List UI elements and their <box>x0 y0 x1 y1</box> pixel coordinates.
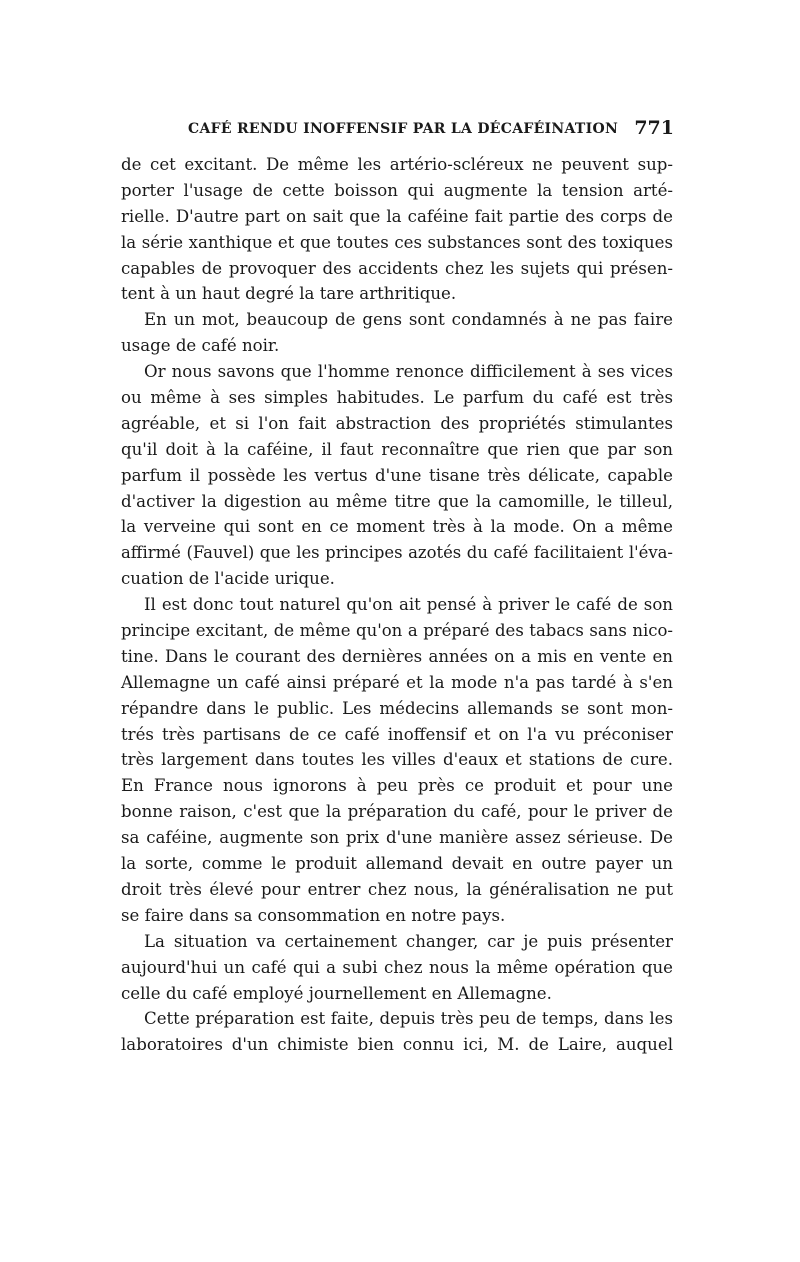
text-line: d'activer la digestion au même titre que la camomille, le tilleul, <box>121 491 673 511</box>
text-line: trés très partisans de ce café inoffensif et on l'a vu préconiser <box>121 724 673 744</box>
text-line: se faire dans sa consommation en notre pays. <box>121 905 506 925</box>
text-line: Il est donc tout naturel qu'on ait pensé à priver le café de son <box>144 595 673 615</box>
running-title: CAFÉ RENDU INOFFENSIF PAR LA DÉCAFÉINATION <box>188 121 619 137</box>
text-line: Allemagne un café ainsi préparé et la mode n'a pas tardé à s'en <box>121 672 673 692</box>
text-line: rielle. D'autre part on sait que la caféine fait partie des corps de <box>121 206 673 226</box>
text-line: tent à un haut degré la tare arthritique. <box>121 284 457 304</box>
running-head <box>188 117 674 143</box>
text-line: agréable, et si l'on fait abstraction des propriétés stimulantes <box>121 413 673 433</box>
text-line: porter l'usage de cette boisson qui augmente la tension arté- <box>121 180 673 200</box>
text-line: laboratoires d'un chimiste bien connu ici, M. de Laire, auquel <box>121 1035 673 1055</box>
text-line: la verveine qui sont en ce moment très à la mode. On a même <box>121 517 673 537</box>
page-number: 771 <box>634 117 674 139</box>
text-line: droit très élevé pour entrer chez nous, la généralisation ne put <box>121 879 673 899</box>
text-line: la série xanthique et que toutes ces substances sont des toxiques <box>121 232 673 252</box>
text-line: la sorte, comme le produit allemand devait en outre payer un <box>121 854 673 874</box>
text-line: de cet excitant. De même les artério-scléreux ne peuvent sup- <box>121 155 673 174</box>
text-line: En un mot, beaucoup de gens sont condamnés à ne pas faire <box>144 310 673 330</box>
text-line: capables de provoquer des accidents chez les sujets qui présen- <box>121 258 673 278</box>
text-line: aujourd'hui un café qui a subi chez nous la même opération que <box>121 957 673 977</box>
text-line: En France nous ignorons à peu près ce produit et pour une <box>121 776 673 796</box>
text-line: principe excitant, de même qu'on a préparé des tabacs sans nico- <box>121 621 673 641</box>
text-line: celle du café employé journellement en Allemagne. <box>121 983 552 1003</box>
text-line: usage de café noir. <box>121 336 280 356</box>
text-line: très largement dans toutes les villes d'eaux et stations de cure. <box>121 750 673 770</box>
text-line: affirmé (Fauvel) que les principes azotés du café facilitaient l'éva- <box>121 543 673 563</box>
text-line: sa caféine, augmente son prix d'une manière assez sérieuse. De <box>121 828 673 848</box>
text-line: Or nous savons que l'homme renonce difficilement à ses vices <box>144 362 673 382</box>
text-line: ou même à ses simples habitudes. Le parfum du café est très <box>121 388 673 408</box>
text-line: répandre dans le public. Les médecins allemands se sont mon- <box>121 698 673 718</box>
text-line: cuation de l'acide urique. <box>121 569 335 589</box>
text-line: qu'il doit à la caféine, il faut reconnaître que rien que par son <box>121 439 673 459</box>
text-line: bonne raison, c'est que la préparation du café, pour le priver de <box>121 802 673 822</box>
text-line: parfum il possède les vertus d'une tisane très délicate, capable <box>121 465 673 485</box>
text-line: La situation va certainement changer, car je puis présenter <box>144 931 673 951</box>
text-line: tine. Dans le courant des dernières années on a mis en vente en <box>121 646 673 666</box>
body-text <box>121 152 673 1058</box>
text-line: Cette préparation est faite, depuis très peu de temps, dans les <box>144 1009 673 1029</box>
